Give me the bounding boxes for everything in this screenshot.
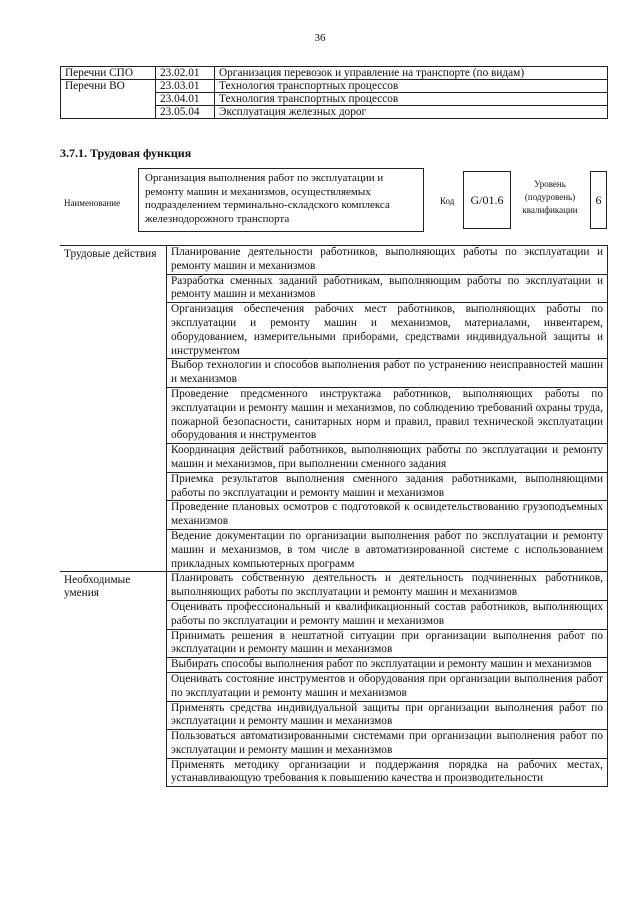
- list-code: 23.04.01: [156, 93, 215, 106]
- list-type: Перечни ВО: [61, 80, 156, 119]
- labor-action-item: Координация действий работников, выполняющих работы по эксплуатации и ремонту машин и механизмов, при выполнении сменного задания: [167, 444, 608, 473]
- table-row: [60, 572, 608, 601]
- list-name: Эксплуатация железных дорог: [215, 106, 608, 119]
- function-level: 6: [590, 171, 607, 229]
- function-code: G/01.6: [463, 171, 511, 229]
- skill-item: Планировать собственную деятельность и деятельность подчиненных работников, выполняющих работы по эксплуатации и ремонту машин и механизмов: [167, 572, 608, 601]
- function-name: Организация выполнения работ по эксплуатации и ремонту машин и механизмов, осуществляемых подразделением терминально-складского комплекса железнодорожного транспорта: [138, 168, 424, 232]
- skill-item: Оценивать профессиональный и квалификационный состав работников, выполняющих работы по эксплуатации и ремонту машин и механизмов: [167, 600, 608, 629]
- labor-action-item: Проведение предсменного инструктажа работников, выполняющих работы по эксплуатации и ремонту машин и механизмов, по соблюдению требований охраны труда, пожарной безопасности, санитарных норм и правил, правил технической эксплуатации оборудования и инструментов: [167, 387, 608, 443]
- page-number: 36: [314, 32, 326, 44]
- skill-item: Оценивать состояние инструментов и оборудования при организации выполнения работ по эксплуатации и ремонту машин и механизмов: [167, 672, 608, 701]
- table-row: [61, 67, 608, 80]
- labor-action-item: Приемка результатов выполнения сменного задания работниками, выполняющими работы по эксплуатации и ремонту машин и механизмов: [167, 472, 608, 501]
- labor-action-item: Разработка сменных заданий работникам, выполняющим работы по эксплуатации и ремонту машин и механизмов: [167, 274, 608, 303]
- list-name: Организация перевозок и управление на транспорте (по видам): [215, 67, 608, 80]
- list-code: 23.03.01: [156, 80, 215, 93]
- table-row: [61, 80, 608, 93]
- education-lists-table: [60, 66, 608, 119]
- list-code: 23.05.04: [156, 106, 215, 119]
- list-type: Перечни СПО: [61, 67, 156, 80]
- labor-actions-label: Трудовые действия: [60, 246, 167, 572]
- skills-label: Необходимые умения: [60, 572, 167, 787]
- skill-item: Применять методику организации и поддержания порядка на рабочих местах, устанавливающую требования к повышению качества и производительности: [167, 758, 608, 787]
- code-label: Код: [440, 196, 455, 206]
- name-label: Наименование: [64, 198, 121, 208]
- list-name: Технология транспортных процессов: [215, 80, 608, 93]
- function-details-table: [60, 245, 608, 787]
- labor-action-item: Проведение плановых осмотров с подготовкой к освидетельствованию грузоподъемных механизмов: [167, 501, 608, 530]
- section-title: 3.7.1. Трудовая функция: [60, 146, 192, 160]
- labor-action-item: Планирование деятельности работников, выполняющих работы по эксплуатации и ремонту машин и механизмов: [167, 246, 608, 275]
- skill-item: Принимать решения в нештатной ситуации при организации выполнения работ по эксплуатации и ремонту машин и механизмов: [167, 629, 608, 658]
- skill-item: Применять средства индивидуальной защиты при организации выполнения работ по эксплуатации и ремонту машин и механизмов: [167, 701, 608, 730]
- table-row: [60, 246, 608, 275]
- skill-item: Выбирать способы выполнения работ по эксплуатации и ремонту машин и механизмов: [167, 658, 608, 673]
- labor-action-item: Организация обеспечения рабочих мест работников, выполняющих работы по эксплуатации и ремонту машин и механизмов, материалами, инвентарем, оборудованием, измерительными приборами, средствами индивидуальной защиты и инструментом: [167, 303, 608, 359]
- level-label: Уровень (подуровень) квалификации: [522, 179, 578, 215]
- labor-action-item: Выбор технологии и способов выполнения работ по устранению неисправностей машин и механизмов: [167, 359, 608, 388]
- skill-item: Пользоваться автоматизированными системами при организации выполнения работ по эксплуатации и ремонту машин и механизмов: [167, 730, 608, 759]
- list-name: Технология транспортных процессов: [215, 93, 608, 106]
- list-code: 23.02.01: [156, 67, 215, 80]
- labor-action-item: Ведение документации по организации выполнения работ по эксплуатации и ремонту машин и механизмов, в том числе в автоматизированной системе с использованием прикладных компьютерных программ: [167, 529, 608, 571]
